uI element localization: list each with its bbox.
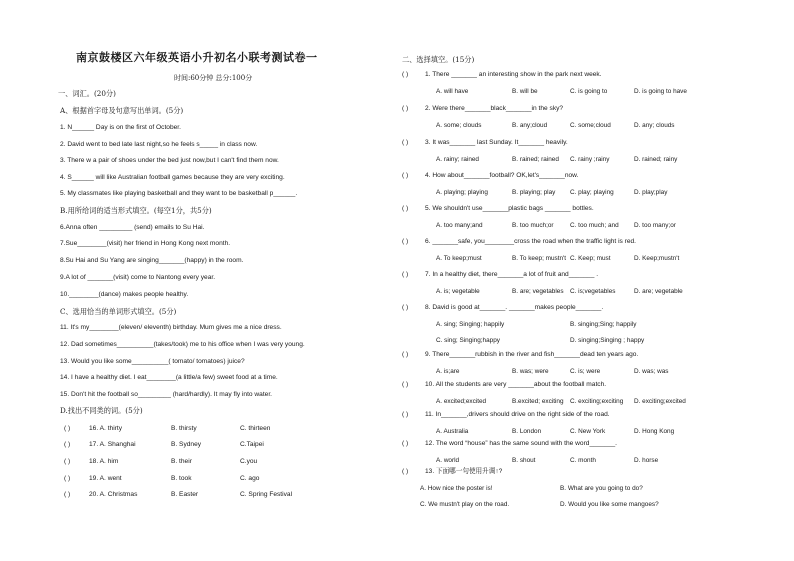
option-b: B. took <box>171 475 192 482</box>
option-d[interactable]: D. singing;Singing ; happy <box>570 337 645 344</box>
question-stem: 4. How about_______football? OK,let's_______now. <box>425 172 579 179</box>
option-b[interactable]: B. playing; play <box>512 189 556 196</box>
option-c: C.you <box>240 458 258 465</box>
part-b-heading: B.用所给词的适当形式填空。(每空1分，共5分) <box>60 206 212 215</box>
option-c[interactable]: C. is; were <box>570 368 601 375</box>
option-a[interactable]: A. will have <box>436 88 469 95</box>
option-a[interactable]: A. playing; playing <box>436 189 488 196</box>
section-2-heading: 二、选择填空。(15分) <box>402 55 475 64</box>
option-b[interactable]: B. singing;Sing; happily <box>570 321 637 328</box>
option-c: C.Taipei <box>240 441 264 448</box>
option-b: B. their <box>171 458 192 465</box>
option-d[interactable]: D. are; vegetable <box>634 288 683 295</box>
question-6: 6.Anna often _________ (send) emails to Su Hai. <box>60 224 205 231</box>
option-d[interactable]: D. was; was <box>634 368 669 375</box>
option-a[interactable]: A. excited;excited <box>436 398 487 405</box>
answer-paren[interactable]: ( ) <box>402 71 409 78</box>
question-stem: 2. Were there_______black_______in the sky? <box>425 105 564 112</box>
answer-paren[interactable]: ( ) <box>402 440 409 447</box>
question-4: 4. S______ will like Australian football games because they are very exciting. <box>60 174 285 181</box>
part-c-heading: C、选用恰当的单词形式填空。(5分) <box>60 307 177 316</box>
option-a[interactable]: A. Australia <box>436 428 469 435</box>
answer-paren[interactable]: ( ) <box>64 425 71 432</box>
option-d[interactable]: D. Keep;mustn't <box>634 255 680 262</box>
option-a[interactable]: A. some; clouds <box>436 122 482 129</box>
option-d[interactable]: D. too many;or <box>634 222 676 229</box>
option-c[interactable]: C. month <box>570 457 596 464</box>
answer-paren[interactable]: ( ) <box>64 491 71 498</box>
question-stem: 12. The word “house” has the same sound with the word_______. <box>425 440 617 447</box>
question-2: 2. David went to bed late last night,so he feels s_____ in class now. <box>60 141 258 148</box>
option-c[interactable]: C. some;cloud <box>570 122 611 129</box>
option-b[interactable]: B. are; vegetables <box>512 288 564 295</box>
question-stem: 11. In_______,drivers should drive on the right side of the road. <box>425 411 610 418</box>
option-a[interactable]: A. How nice the poster is! <box>420 485 493 492</box>
exam-meta: 时间:60分钟 总分:100分 <box>174 74 253 82</box>
option-c[interactable]: C. sing; Singing;happy <box>436 337 500 344</box>
option-c: C. Spring Festival <box>240 491 293 498</box>
option-d[interactable]: D. Hong Kong <box>634 428 675 435</box>
question-10: 10.________(dance) makes people healthy. <box>60 291 189 298</box>
option-b: B. Sydney <box>171 441 202 448</box>
question-8: 8.Su Hai and Su Yang are singing_______(happy) in the room. <box>60 257 244 264</box>
option-b[interactable]: B. London <box>512 428 542 435</box>
option-b[interactable]: B. any;cloud <box>512 122 548 129</box>
option-d[interactable]: D. any; clouds <box>634 122 675 129</box>
question-stem: 1. There _______ an interesting show in the park next week. <box>425 71 602 78</box>
answer-paren[interactable]: ( ) <box>402 172 409 179</box>
answer-paren[interactable]: ( ) <box>64 441 71 448</box>
option-b[interactable]: B. will be <box>512 88 538 95</box>
option-c[interactable]: C. too much; and <box>570 222 619 229</box>
section-1-heading: 一、词汇。(20分) <box>58 89 116 98</box>
option-a[interactable]: A. is;are <box>436 368 460 375</box>
question-stem: 7. In a healthy diet, there_______a lot of fruit and_______ . <box>425 271 599 278</box>
option-a: 17. A. Shanghai <box>89 441 136 448</box>
question-7: 7.Sue________(visit) her friend in Hong Kong next month. <box>60 240 231 247</box>
answer-paren[interactable]: ( ) <box>402 411 409 418</box>
answer-paren[interactable]: ( ) <box>64 475 71 482</box>
question-1: 1. N______ Day is on the first of October. <box>60 124 181 131</box>
question-stem: 13. 下面哪一句使用升调↑? <box>425 468 503 475</box>
answer-paren[interactable]: ( ) <box>402 238 409 245</box>
option-a: 18. A. him <box>89 458 119 465</box>
option-b[interactable]: B. To keep; mustn't <box>512 255 567 262</box>
option-a: 20. A. Christmas <box>89 491 138 498</box>
option-d[interactable]: D. rained; rainy <box>634 156 678 163</box>
question-13: 13. Would you like some__________( tomato/ tomatoes) juice? <box>60 358 245 365</box>
option-b[interactable]: B. too much;or <box>512 222 554 229</box>
option-d[interactable]: D. is going to have <box>634 88 687 95</box>
answer-paren[interactable]: ( ) <box>402 468 409 475</box>
question-14: 14. I have a healthy diet. I eat________(a little/a few) sweet food at a time. <box>60 374 278 381</box>
answer-paren[interactable]: ( ) <box>402 304 409 311</box>
option-a[interactable]: A. too many;and <box>436 222 483 229</box>
option-b: B. Easter <box>171 491 199 498</box>
option-d[interactable]: D. horse <box>634 457 659 464</box>
option-a: 16. A. thirty <box>89 425 122 432</box>
page-title: 南京鼓楼区六年级英语小升初名小联考测试卷一 <box>76 51 318 64</box>
option-c: C. ago <box>240 475 260 482</box>
question-stem: 9. There_______rubbish in the river and fish_______dead ten years ago. <box>425 351 639 358</box>
answer-paren[interactable]: ( ) <box>402 139 409 146</box>
option-a: 19. A. went <box>89 475 122 482</box>
option-b[interactable]: B. rained; rained <box>512 156 559 163</box>
option-a[interactable]: A. To keep;must <box>436 255 482 262</box>
question-3: 3. There w a pair of shoes under the bed just now,but I can't find them now. <box>60 157 279 164</box>
option-c[interactable]: C. is;vegetables <box>570 288 616 295</box>
question-stem: 6. _______safe, you________cross the road when the traffic light is red. <box>425 238 637 245</box>
question-12: 12. Dad sometimes__________(takes/took) me to his office when I was very young. <box>60 341 305 348</box>
answer-paren[interactable]: ( ) <box>402 271 409 278</box>
question-stem: 8. David is good at_______. _______makes people_______. <box>425 304 604 311</box>
option-c[interactable]: C. Keep; must <box>570 255 611 262</box>
answer-paren[interactable]: ( ) <box>64 458 71 465</box>
answer-paren[interactable]: ( ) <box>402 105 409 112</box>
part-a-heading: A、根据首字母及句意写出单词。(5分) <box>60 106 184 115</box>
question-stem: 5. We shouldn't use_______plastic bags _______ bottles. <box>425 205 594 212</box>
question-11: 11. It's my________(eleven/ eleventh) birthday. Mum gives me a nice dress. <box>60 324 282 331</box>
option-c[interactable]: C. We mustn't play on the road. <box>420 501 510 508</box>
question-9: 9.A lot of _______(visit) come to Nantong every year. <box>60 274 216 281</box>
question-stem: 10. All the students are very _______about the football match. <box>425 381 607 388</box>
option-b[interactable]: B.excited; exciting <box>512 398 564 405</box>
option-b[interactable]: B. was; were <box>512 368 549 375</box>
part-d-heading: D.找出不同类的词。(5分) <box>60 406 143 415</box>
option-c[interactable]: C. exciting;exciting <box>570 398 624 405</box>
option-d[interactable]: D. play;play <box>634 189 668 196</box>
option-a[interactable]: A. sing; Singing; happily <box>436 321 505 328</box>
option-d[interactable]: D. exciting;excited <box>634 398 686 405</box>
option-b[interactable]: B. What are you going to do? <box>560 485 643 492</box>
question-stem: 3. It was_______ last Sunday. It_______ heavily. <box>425 139 568 146</box>
option-a[interactable]: A. world <box>436 457 460 464</box>
option-d[interactable]: D. Would you like some mangoes? <box>560 501 659 508</box>
option-b[interactable]: B. shout <box>512 457 536 464</box>
answer-paren[interactable]: ( ) <box>402 205 409 212</box>
option-a[interactable]: A. rainy; rained <box>436 156 479 163</box>
option-b: B. thirsty <box>171 425 197 432</box>
option-c[interactable]: C. New York <box>570 428 606 435</box>
answer-paren[interactable]: ( ) <box>402 381 409 388</box>
answer-paren[interactable]: ( ) <box>402 351 409 358</box>
option-c: C. thirteen <box>240 425 271 432</box>
question-15: 15. Don't hit the football so_________ (hard/hardly). It may fly into water. <box>60 391 273 398</box>
option-c[interactable]: C. play; playing <box>570 189 614 196</box>
question-5: 5. My classmates like playing basketball and they want to be basketball p______. <box>60 190 298 197</box>
option-c[interactable]: C. rainy ;rainy <box>570 156 610 163</box>
option-a[interactable]: A. is; vegetable <box>436 288 480 295</box>
option-c[interactable]: C. is going to <box>570 88 608 95</box>
